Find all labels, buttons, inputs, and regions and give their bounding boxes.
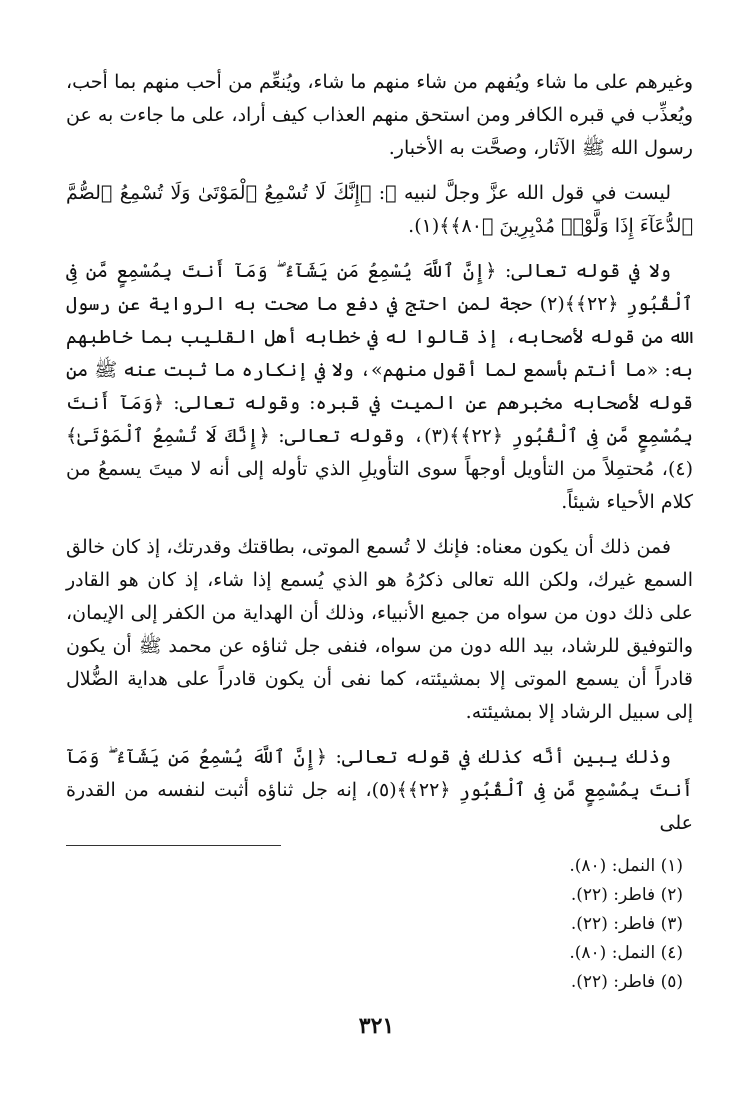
footnote-1: (١) النمل: (٨٠). [569, 856, 683, 876]
footnote-2: (٢) فاطر: (٢٢). [570, 885, 683, 905]
paragraph-5: وذلك يبين أنَّه كذلك في قوله تعالى: ﴿إِنَّ ٱللَّهَ يُسْمِعُ مَن يَشَآءُ ۖ وَمَآ أَنتَ بِمُسْمِعٍ مَّن فِى ٱلْقُبُورِ ﴿٢٢﴾﴾(٥)، إنه جل ثناؤه أثبت لنفسه من القدرة على [66, 746, 693, 834]
footnote-5: (٥) فاطر: (٢٢). [570, 972, 683, 992]
paragraph-3: ولا في قوله تعالى: ﴿إِنَّ ٱللَّهَ يُسْمِعُ مَن يَشَآءُ ۖ وَمَآ أَنتَ بِمُسْمِعٍ مَّن فِى ٱلْقُبُورِ ﴿٢٢﴾﴾(٢) حجة لمن احتج في دفع ما صحت به الرواية عن رسول الله من قوله لأصحابه، إذ قالوا له في خطابه أهل القليب بما خاطبهم به: «ما أنتم بأسمع لما أقول منهم»، ولا في إنكاره ما ثبت عنه ﷺ من قوله لأصحابه مخبرهم عن الميت في قبره: وقوله تعالى: ﴿وَمَآ أَنتَ بِمُسْمِعٍ مَّن فِى ٱلْقُبُورِ ﴿٢٢﴾﴾(٣)، وقوله تعالى: ﴿إِنَّكَ لَا تُسْمِعُ ٱلْمَوْتَىٰ﴾(٤)، مُحتمِلاً من التأويل أوجهاً سوى التأويلِ الذي تأوله إلى أنه لا ميتَ يسمعُ من كلام الأحياء شيئاً. [66, 260, 693, 513]
footnote-3: (٣) فاطر: (٢٢). [570, 914, 683, 934]
footnotes [569, 852, 683, 997]
footnote-divider [66, 845, 281, 846]
footnote-4: (٤) النمل: (٨٠). [569, 943, 683, 963]
paragraph-4: فمن ذلك أن يكون معناه: فإنك لا تُسمع الموتى، بطاقتك وقدرتك، إذ كان خالق السمع غيرك، ولكن الله تعالى ذكرُهُ هو الذي يُسمع إذا شاء، إذ كان هو القادر على ذلك دون من سواه من جميع الأنبياء، وذلك أن الهداية من الكفر إلى الإيمان، والتوفيق للرشاد، بيد الله دون من سواه، فنفى جل ثناؤه عن محمد ﷺ أن يكون قادراً أن يسمع الموتى إلا بمشيئته، كما نفى أن يكون قادراً على هداية الضُّلال إلى سبيل الرشاد إلا بمشيئته. [66, 536, 693, 723]
paragraph-2: ليست في قول الله عزَّ وجلَّ لنبيه ﷺ: ﴿إِنَّكَ لَا تُسْمِعُ ٱلْمَوْتَىٰ وَلَا تُسْمِعُ ٱلصُّمَّ ٱلدُّعَآءَ إِذَا وَلَّوْا۟ مُدْبِرِينَ ﴿٨٠﴾﴾(١). [66, 182, 693, 237]
main-text [66, 66, 693, 840]
page-number: ٣٢١ [358, 1013, 395, 1039]
paragraph-1: وغيرهم على ما شاء ويُفهم من شاء منهم ما شاء، ويُنعِّم من أحب منهم بما أحب، ويُعذِّب في قبره الكافر ومن استحق منهم العذاب كيف أراد، على ما جاءت به عن رسول الله ﷺ الآثار، وصحَّت به الأخبار. [66, 71, 693, 159]
